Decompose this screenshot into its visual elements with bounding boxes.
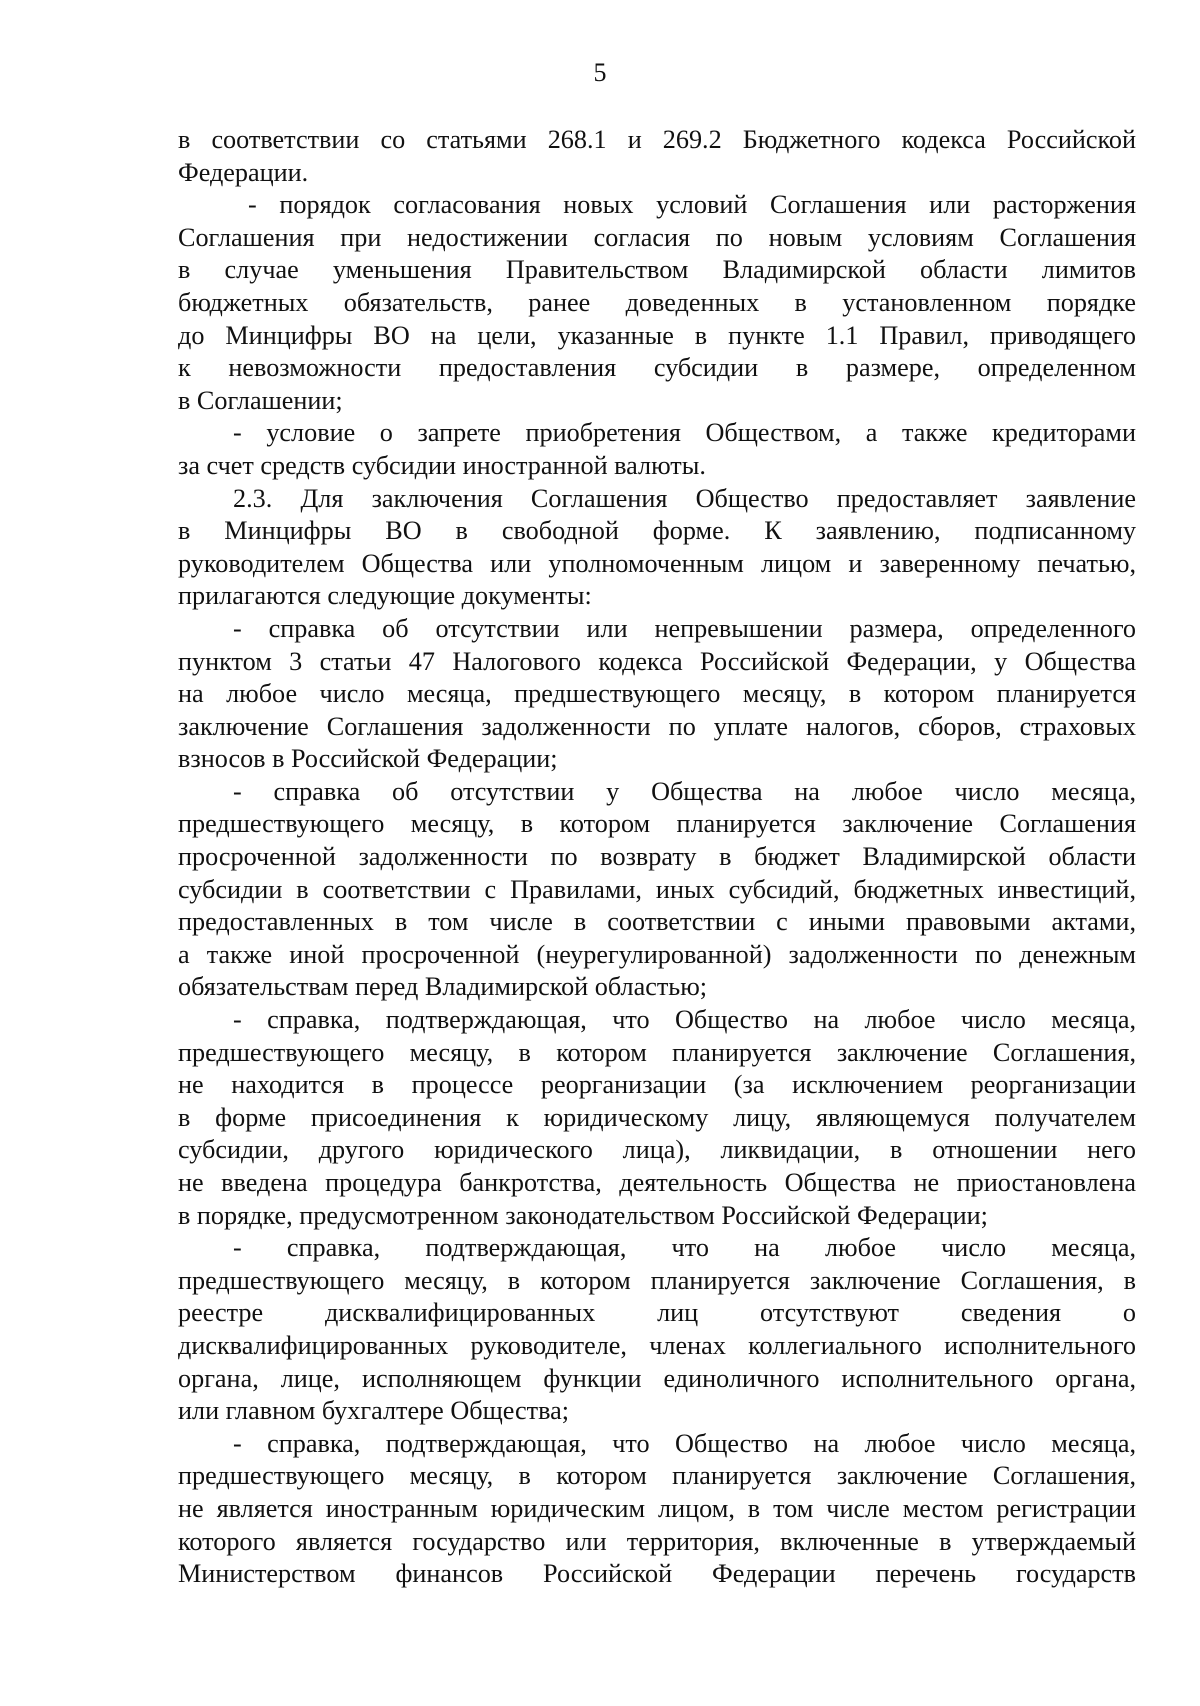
text-line: в соответствии со статьями 268.1 и 269.2 Бюджетного кодекса Российской [178, 125, 1136, 154]
text-line: обязательствам перед Владимирской областью; [178, 972, 708, 1002]
text-line: пунктом 3 статьи 47 Налогового кодекса Российской Федерации, у Общества [178, 646, 1136, 676]
text-line: - справка об отсутствии у Общества на любое число месяца, [233, 776, 1136, 806]
text-line: или главном бухгалтере Общества; [178, 1396, 570, 1426]
text-line: 2.3. Для заключения Соглашения Общество предоставляет заявление [233, 483, 1136, 513]
text-line: - справка, подтверждающая, что Общество на любое число месяца, [233, 1428, 1136, 1458]
text-line: органа, лице, исполняющем функции единоличного исполнительного органа, [178, 1363, 1136, 1393]
text-line: не является иностранным юридическим лицом, в том числе местом регистрации [178, 1493, 1136, 1523]
text-line: в форме присоединения к юридическому лицу, являющемуся получателем [178, 1102, 1136, 1132]
text-line: - справка, подтверждающая, что на любое число месяца, [233, 1233, 1136, 1263]
text-line: субсидии в соответствии с Правилами, иных субсидий, бюджетных инвестиций, [178, 874, 1136, 904]
text-line: дисквалифицированных руководителе, членах коллегиального исполнительного [178, 1330, 1136, 1360]
text-line: за счет средств субсидии иностранной валюты. [178, 450, 706, 480]
text-line: в случае уменьшения Правительством Владимирской области лимитов [178, 255, 1136, 285]
text-line: заключение Соглашения задолженности по уплате налогов, сборов, страховых [178, 711, 1136, 741]
text-line: взносов в Российской Федерации; [178, 744, 558, 774]
page-number: 5 [593, 58, 607, 87]
text-line: в порядке, предусмотренном законодательством Российской Федерации; [178, 1200, 988, 1230]
text-line: - порядок согласования новых условий Соглашения или расторжения [248, 190, 1136, 220]
text-line: на любое число месяца, предшествующего месяцу, в котором планируется [178, 679, 1136, 709]
text-line: - справка об отсутствии или непревышении размера, определенного [233, 613, 1136, 643]
text-line: предшествующего месяцу, в котором планируется заключение Соглашения, в [178, 1265, 1136, 1295]
text-line: бюджетных обязательств, ранее доведенных в установленном порядке [178, 287, 1136, 317]
text-line: руководителем Общества или уполномоченным лицом и заверенному печатью, [178, 548, 1136, 578]
text-line: реестре дисквалифицированных лиц отсутствуют сведения о [178, 1298, 1136, 1328]
text-line: - справка, подтверждающая, что Общество на любое число месяца, [233, 1005, 1136, 1035]
text-line: Министерством финансов Российской Федерации перечень государств [178, 1559, 1136, 1589]
text-line: не введена процедура банкротства, деятельность Общества не приостановлена [178, 1168, 1136, 1197]
text-line: а также иной просроченной (неурегулированной) задолженности по денежным [178, 939, 1136, 969]
text-line: просроченной задолженности по возврату в бюджет Владимирской области [178, 842, 1136, 872]
text-line: в Минцифры ВО в свободной форме. К заявлению, подписанному [178, 516, 1136, 546]
text-line: не находится в процессе реорганизации (за исключением реорганизации [178, 1070, 1136, 1100]
text-line: предоставленных в том числе в соответствии с иными правовыми актами, [178, 907, 1136, 937]
text-line: - условие о запрете приобретения Обществом, а также кредиторами [233, 418, 1136, 448]
text-line: которого является государство или территория, включенные в утверждаемый [178, 1526, 1136, 1556]
text-line: предшествующего месяцу, в котором планируется заключение Соглашения, [178, 1461, 1136, 1491]
text-line: в Соглашении; [178, 385, 343, 415]
document-body [178, 124, 1136, 1591]
text-line: Соглашения при недостижении согласия по новым условиям Соглашения [178, 222, 1136, 252]
text-line: субсидии, другого юридического лица), ликвидации, в отношении него [178, 1135, 1136, 1165]
text-line: предшествующего месяцу, в котором планируется заключение Соглашения [178, 809, 1136, 839]
text-line: прилагаются следующие документы: [178, 581, 592, 611]
text-line: к невозможности предоставления субсидии в размере, определенном [178, 353, 1136, 383]
text-line: до Минцифры ВО на цели, указанные в пункте 1.1 Правил, приводящего [178, 320, 1136, 350]
text-line: Федерации. [178, 157, 309, 187]
text-line: предшествующего месяцу, в котором планируется заключение Соглашения, [178, 1037, 1136, 1067]
